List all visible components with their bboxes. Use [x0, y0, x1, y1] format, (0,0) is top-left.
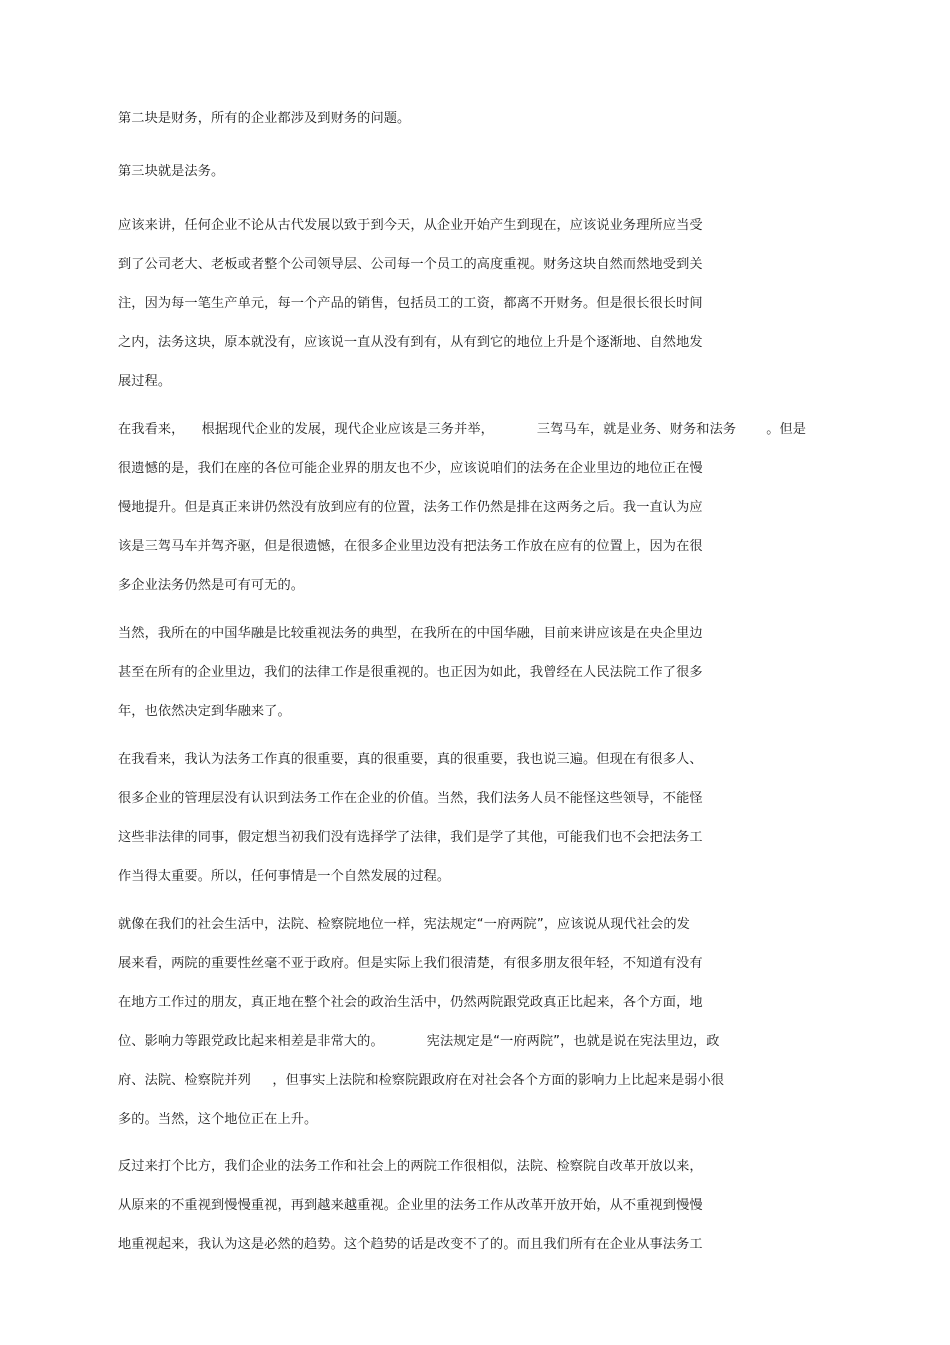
paragraph-finance	[118, 99, 838, 138]
paragraph-two-courts	[118, 905, 818, 1139]
text-line: 很遗憾的是，我们在座的各位可能企业界的朋友也不少，应该说咱们的法务在企业里边的地位正在慢	[118, 461, 703, 476]
text-line: 当然，我所在的中国华融是比较重视法务的典型，在我所在的中国华融，目前来讲应该是在央企里边	[118, 626, 703, 641]
text-line: 作当得太重要。所以，任何事情是一个自然发展的过程。	[118, 869, 451, 884]
text-line: 第三块就是法务。	[118, 164, 225, 179]
text-line: 在我看来，我认为法务工作真的很重要，真的很重要，真的很重要，我也说三遍。但现在有很多人、	[118, 752, 703, 767]
text-line: 该是三驾马车并驾齐驱，但是很遗憾，在很多企业里边没有把法务工作放在应有的位置上，因为在很	[118, 539, 703, 554]
text-line: 年，也依然决定到华融来了。	[118, 704, 291, 719]
text-line: 到了公司老大、老板或者整个公司领导层、公司每一个员工的高度重视。财务这块自然而然地受到关	[118, 257, 703, 272]
text-line: 位、影响力等跟党政比起来相差是非常大的。 宪法规定是“一府两院”，也就是说在宪法里边，政	[118, 1034, 720, 1049]
text-line: 第二块是财务，所有的企业都涉及到财务的问题。	[118, 111, 411, 126]
text-line: 从原来的不重视到慢慢重视，再到越来越重视。企业里的法务工作从改革开放开始，从不重视到慢慢	[118, 1198, 703, 1213]
text-line: 应该来讲，任何企业不论从古代发展以致于到今天，从企业开始产生到现在，应该说业务理所应当受	[118, 218, 703, 233]
paragraph-three-carriages	[118, 410, 858, 605]
text-line: 注，因为每一笔生产单元，每一个产品的销售，包括员工的工资，都离不开财务。但是很长很长时间	[118, 296, 703, 311]
text-line: 多企业法务仍然是可有可无的。	[118, 578, 305, 593]
text-line: 之内，法务这块，原本就没有，应该说一直从没有到有，从有到它的地位上升是个逐渐地、自然地发	[118, 335, 703, 350]
paragraph-legal	[118, 152, 838, 191]
text-line: 慢地提升。但是真正来讲仍然没有放到应有的位置，法务工作仍然是排在这两务之后。我一直认为应	[118, 500, 703, 515]
text-line: 在我看来， 根据现代企业的发展，现代企业应该是三务并举， 三驾马车，就是业务、财务和法务 。但是	[118, 422, 807, 437]
text-line: 很多企业的管理层没有认识到法务工作在企业的价值。当然，我们法务人员不能怪这些领导，不能怪	[118, 791, 703, 806]
text-line: 甚至在所有的企业里边，我们的法律工作是很重视的。也正因为如此，我曾经在人民法院工作了很多	[118, 665, 703, 680]
paragraph-analogy	[118, 1147, 838, 1264]
text-line: 展过程。	[118, 374, 172, 389]
text-line: 府、法院、检察院并列 ，但事实上法院和检察院跟政府在对社会各个方面的影响力上比起来是弱小很	[118, 1073, 725, 1088]
text-line: 展来看，两院的重要性丝毫不亚于政府。但是实际上我们很清楚，有很多朋友很年轻，不知道有没有	[118, 956, 703, 971]
paragraph-importance	[118, 740, 838, 896]
paragraph-huarong	[118, 614, 838, 731]
text-line: 这些非法律的同事，假定想当初我们没有选择学了法律，我们是学了其他，可能我们也不会把法务工	[118, 830, 703, 845]
text-line: 多的。当然，这个地位正在上升。	[118, 1112, 318, 1127]
text-line: 地重视起来，我认为这是必然的趋势。这个趋势的话是改变不了的。而且我们所有在企业从事法务工	[118, 1237, 703, 1252]
paragraph-history	[118, 206, 838, 401]
text-line: 就像在我们的社会生活中，法院、检察院地位一样，宪法规定“一府两院”，应该说从现代社会的发	[118, 917, 690, 932]
text-line: 在地方工作过的朋友，真正地在整个社会的政治生活中，仍然两院跟党政真正比起来，各个方面，地	[118, 995, 703, 1010]
text-line: 反过来打个比方，我们企业的法务工作和社会上的两院工作很相似，法院、检察院自改革开放以来，	[118, 1159, 703, 1174]
